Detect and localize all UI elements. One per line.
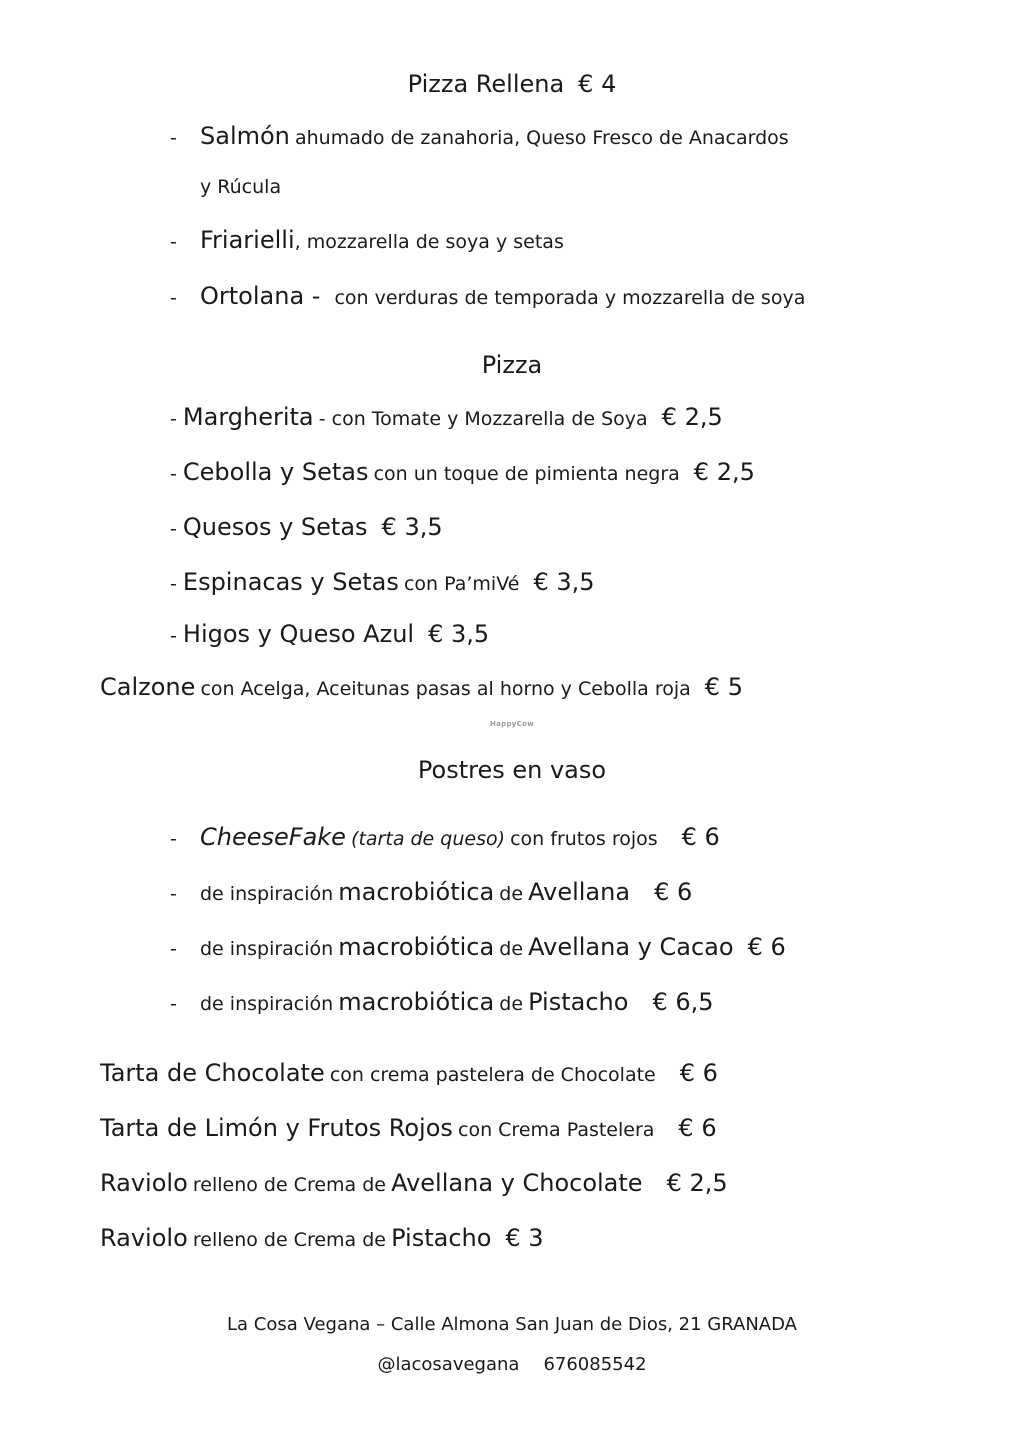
item-description: con frutos rojos xyxy=(510,828,658,850)
item-name: Cebolla y Setas xyxy=(182,458,369,486)
list-item xyxy=(100,1116,717,1140)
item-description: relleno de Crema de xyxy=(192,1229,386,1251)
item-flavor: Avellana xyxy=(528,878,631,906)
bullet-dash: - xyxy=(170,518,183,540)
item-price: € 3,5 xyxy=(381,513,443,541)
calzone-item xyxy=(100,675,743,699)
list-item xyxy=(170,284,805,308)
item-prefix: de inspiración xyxy=(200,883,334,905)
list-item xyxy=(100,1061,718,1085)
pizza-rellena-title: Pizza Rellena xyxy=(407,70,565,98)
item-name: Ortolana - xyxy=(200,282,321,310)
bullet-dash: - xyxy=(170,127,177,149)
item-description: con Acelga, Aceitunas pasas al horno y Cebolla roja xyxy=(200,678,691,700)
item-prefix: de inspiración xyxy=(200,993,334,1015)
item-name: macrobiótica xyxy=(338,933,495,961)
phone-number: 676085542 xyxy=(543,1354,647,1375)
item-description: con Crema Pastelera xyxy=(458,1119,655,1141)
list-item xyxy=(170,124,789,148)
bullet-dash: - xyxy=(170,287,177,309)
item-description: relleno de Crema de xyxy=(192,1174,386,1196)
bullet-dash: - xyxy=(170,938,177,960)
pizza-rellena-heading xyxy=(0,72,1024,96)
bullet-dash: - xyxy=(170,463,183,485)
bullet-dash: - xyxy=(170,231,177,253)
list-item xyxy=(170,825,720,849)
item-price: € 6 xyxy=(747,933,786,961)
bullet-dash: - xyxy=(170,883,177,905)
item-name: Raviolo xyxy=(100,1169,188,1197)
bullet-dash: - xyxy=(170,625,183,647)
pizza-heading: Pizza xyxy=(481,351,543,379)
item-price: € 2,5 xyxy=(661,403,723,431)
item-flavor: Pistacho xyxy=(391,1224,492,1252)
list-item xyxy=(170,570,595,594)
item-price: € 3,5 xyxy=(533,568,595,596)
bullet-dash: - xyxy=(170,573,183,595)
item-description: con crema pastelera de Chocolate xyxy=(329,1064,656,1086)
item-connector: de xyxy=(499,938,524,960)
item-name: Higos y Queso Azul xyxy=(182,620,415,648)
item-name: Margherita xyxy=(182,403,314,431)
pizza-rellena-price: € 4 xyxy=(578,70,617,98)
item-price: € 6 xyxy=(678,1114,717,1142)
item-price: € 3 xyxy=(505,1224,544,1252)
item-description: - con Tomate y Mozzarella de Soya xyxy=(318,408,648,430)
list-item xyxy=(170,935,786,959)
bullet-dash: - xyxy=(170,993,177,1015)
list-item xyxy=(170,405,723,429)
item-name: Quesos y Setas xyxy=(182,513,368,541)
postres-heading: Postres en vaso xyxy=(417,756,607,784)
item-description: , mozzarella de soya y setas xyxy=(294,231,564,253)
item-price: € 6,5 xyxy=(652,988,714,1016)
bullet-dash: - xyxy=(170,828,177,850)
list-item xyxy=(170,460,755,484)
list-item xyxy=(100,1226,544,1250)
item-name: macrobiótica xyxy=(338,988,495,1016)
instagram-handle: @lacosavegana xyxy=(377,1354,520,1375)
item-price: € 6 xyxy=(654,878,693,906)
item-name: Espinacas y Setas xyxy=(182,568,399,596)
item-description: ahumado de zanahoria, Queso Fresco de Anacardos xyxy=(294,127,789,149)
list-item xyxy=(170,880,692,904)
item-note: (tarta de queso) xyxy=(351,828,506,850)
item-price: € 3,5 xyxy=(428,620,490,648)
item-connector: de xyxy=(499,993,524,1015)
list-item xyxy=(170,515,443,539)
bullet-dash: - xyxy=(170,408,183,430)
list-item xyxy=(170,622,489,646)
footer-address: La Cosa Vegana – Calle Almona San Juan de Dios, 21 GRANADA xyxy=(227,1314,797,1335)
item-price: € 2,5 xyxy=(666,1169,728,1197)
item-name: Tarta de Chocolate xyxy=(100,1059,325,1087)
item-name: macrobiótica xyxy=(338,878,495,906)
item-description: con Pa’miVé xyxy=(403,573,520,595)
item-name: Friarielli xyxy=(200,226,295,254)
item-price: € 6 xyxy=(681,823,720,851)
item-description: con verduras de temporada y mozzarella de soya xyxy=(334,287,806,309)
item-description-continued: y Rúcula xyxy=(200,176,282,198)
list-item xyxy=(170,228,564,252)
item-flavor: Avellana y Chocolate xyxy=(391,1169,643,1197)
item-name: Salmón xyxy=(200,122,290,150)
item-flavor: Avellana y Cacao xyxy=(528,933,734,961)
item-prefix: de inspiración xyxy=(200,938,334,960)
item-name: Raviolo xyxy=(100,1224,188,1252)
item-name: Tarta de Limón y Frutos Rojos xyxy=(100,1114,453,1142)
happycow-watermark: HappyCow xyxy=(490,720,534,728)
item-connector: de xyxy=(499,883,524,905)
item-flavor: Pistacho xyxy=(528,988,629,1016)
list-item xyxy=(100,1171,728,1195)
item-price: € 5 xyxy=(704,673,743,701)
footer-contact xyxy=(0,1356,1024,1374)
item-name: Calzone xyxy=(100,673,196,701)
item-price: € 2,5 xyxy=(693,458,755,486)
item-price: € 6 xyxy=(679,1059,718,1087)
item-name: CheeseFake xyxy=(200,823,346,851)
list-item xyxy=(170,990,714,1014)
item-description: con un toque de pimienta negra xyxy=(373,463,680,485)
